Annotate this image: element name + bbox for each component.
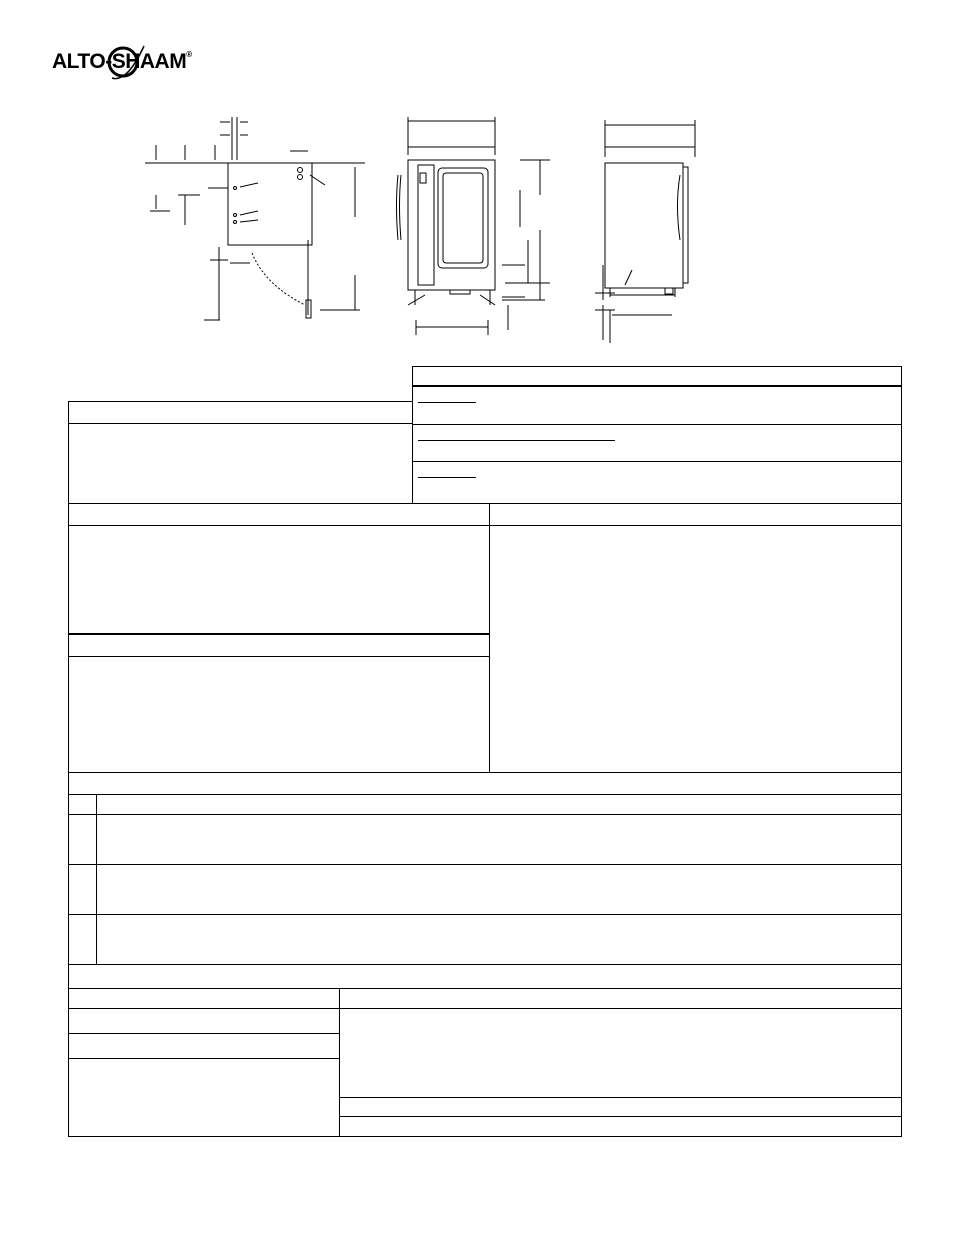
spec-table-left-upper xyxy=(68,401,413,504)
front-view-drawing xyxy=(397,117,551,335)
spec-table-bottom xyxy=(68,964,902,1137)
registered-mark: ® xyxy=(186,50,192,59)
spec-table-lower xyxy=(68,772,902,965)
table-divider xyxy=(489,503,490,773)
alto-shaam-logo xyxy=(52,38,212,88)
table-rule xyxy=(68,814,902,815)
table-rule xyxy=(68,864,902,865)
spec-table-middle xyxy=(68,503,902,773)
table-rule xyxy=(68,1033,339,1034)
table-rule xyxy=(68,1058,339,1059)
underline-placeholder xyxy=(418,440,615,441)
underline-placeholder xyxy=(418,402,476,403)
table-rule xyxy=(68,1008,902,1009)
oven-dimension-drawings xyxy=(140,105,710,345)
table-rule xyxy=(68,794,902,795)
table-rule xyxy=(339,1097,902,1098)
table-rule xyxy=(339,1116,902,1117)
side-view-drawing xyxy=(595,120,695,343)
underline-placeholder xyxy=(418,477,476,478)
table-rule xyxy=(68,633,489,635)
table-rule xyxy=(68,988,902,989)
table-rule xyxy=(412,461,902,462)
table-rule xyxy=(68,656,489,657)
table-rule xyxy=(412,424,902,425)
table-divider xyxy=(339,988,340,1137)
table-rule xyxy=(68,423,413,424)
table-rule xyxy=(68,525,902,526)
table-rule xyxy=(412,385,902,387)
table-divider xyxy=(96,794,97,964)
logo-wordmark: ALTO-SHAAM xyxy=(52,50,187,73)
table-rule xyxy=(68,914,902,915)
top-view-drawing xyxy=(145,117,365,320)
